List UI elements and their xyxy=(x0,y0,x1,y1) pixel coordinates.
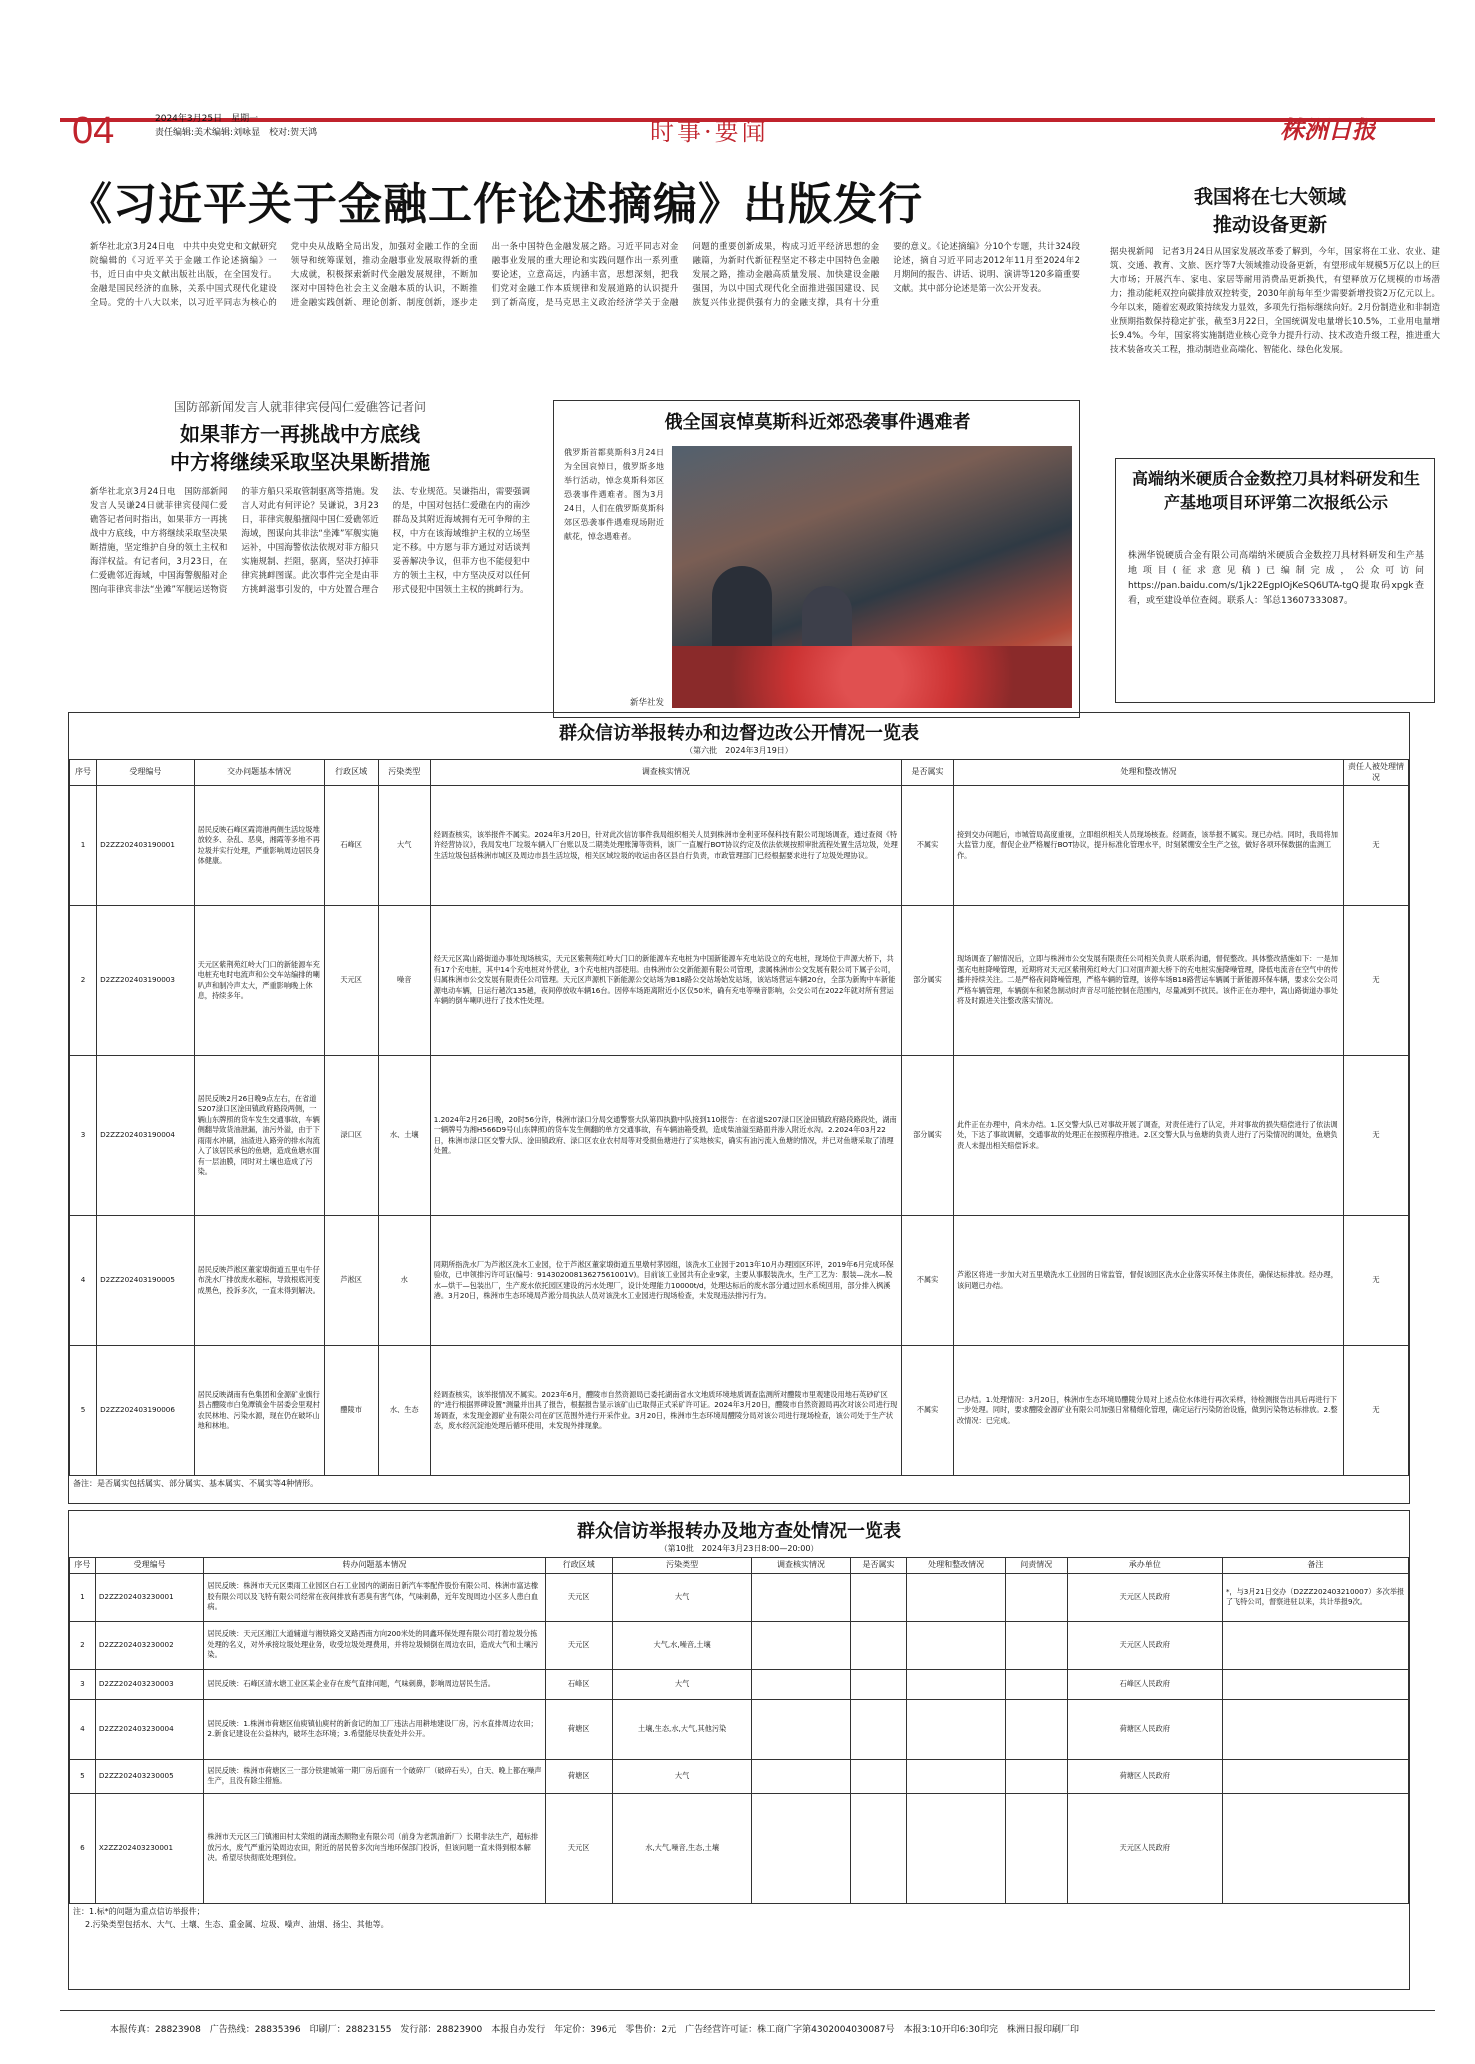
cell-accountability xyxy=(1005,1793,1067,1903)
cell-pollution: 大气 xyxy=(612,1669,752,1699)
cell-index: 4 xyxy=(70,1216,97,1346)
cell-remark xyxy=(1222,1793,1408,1903)
table2-header: 备注 xyxy=(1222,1558,1408,1574)
table2-header: 行政区域 xyxy=(545,1558,612,1574)
table2-header: 处理和整改情况 xyxy=(907,1558,1005,1574)
cell-handling xyxy=(907,1793,1005,1903)
cell-issue: 居民反映2月26日晚9点左右，在省道S207渌口区淦田镇政府路段两侧，一辆山东牌照的货车发生交通事故，车辆侧翻导致货油泄漏，油污外溢，由于下雨雨水冲刷，油渣进入路旁的排水沟流入了该居民承包的鱼塘，造成鱼塘水面有一层油膜，同时对土壤也造成了污染。 xyxy=(194,1056,324,1216)
cell-issue: 株洲市天元区三门镇湘田村太荣组的湖南杰顺物业有限公司（前身为老凯油新厂）长期非法生产，超标排放污水，废气严重污染周边农田，附近的居民曾多次向当地环保部门投诉，但该问题一直未得到根本解决。希望尽快彻底处理到位。 xyxy=(204,1793,545,1903)
cell-district: 天元区 xyxy=(324,906,378,1056)
table1-subtitle: （第六批 2024年3月19日） xyxy=(685,746,793,755)
notice-body: 株洲华锐硬质合金有限公司高端纳米硬质合金数控刀具材料研发和生产基地项目(征求意见稿)已编制完成，公众可访问https://pan.baidu.com/s/1jk22EgpIOjKeSQ6UTA-tgQ提取码xpgk查看，或至建设单位查阅。联系人：邹总13607333087。 xyxy=(1128,551,1424,606)
issue-date: 2024年3月25日 星期一 xyxy=(155,114,259,124)
cell-verified xyxy=(850,1621,907,1669)
table2-frame xyxy=(68,1510,1410,1990)
cell-verified: 不属实 xyxy=(901,1216,953,1346)
flower-pile xyxy=(672,646,1072,708)
cell-id: D2ZZ202403190005 xyxy=(97,1216,195,1346)
cell-index: 4 xyxy=(70,1699,96,1759)
table2-note: 注：1.标*的问题为重点信访举报件； xyxy=(73,1906,205,1916)
cell-remark xyxy=(1222,1669,1408,1699)
cell-pollution: 大气 xyxy=(378,786,430,906)
cell-issue: 居民反映：株洲市天元区栗雨工业园区白石工业园内的湖南日新汽车零配件股份有限公司、株洲市富达橡胶有限公司以及飞特有限公司经常在夜间排放有恶臭有害气体，气味刺鼻，近年发现周边小区多人患白血病。 xyxy=(204,1573,545,1621)
photo-credit: 新华社发 xyxy=(629,698,664,708)
cell-accountability: 无 xyxy=(1343,1216,1408,1346)
table-row xyxy=(70,1056,1409,1216)
photo-caption: 俄罗斯首都莫斯科3月24日为全国哀悼日，俄罗斯多地举行活动，悼念莫斯科郊区恐袭事件遇难者。图为3月24日，人们在俄罗斯莫斯科郊区恐袭事件遇难现场附近献花，悼念遇难者。 xyxy=(564,448,664,541)
photo-story-box xyxy=(553,400,1080,718)
table2-note: 2.污染类型包括水、大气、土壤、生态、重金属、垃圾、噪声、油烟、扬尘、其他等。 xyxy=(85,1919,389,1929)
cell-handling xyxy=(907,1669,1005,1699)
cell-district: 荷塘区 xyxy=(545,1699,612,1759)
cell-issue: 居民反映：1.株洲市荷塘区仙庾镇仙庾村的新食记的加工厂违法占用耕地建设厂房，污水直排周边农田；2.新食记建设在公益林内，破坏生态环境；3.希望能尽快查处并公开。 xyxy=(204,1699,545,1759)
table2-subtitle: （第10批 2024年3月23日8:00—20:00） xyxy=(659,1544,819,1553)
cell-verified: 部分属实 xyxy=(901,906,953,1056)
cell-pollution: 噪音 xyxy=(378,906,430,1056)
cell-index: 5 xyxy=(70,1759,96,1793)
cell-accountability: 无 xyxy=(1343,906,1408,1056)
table1 xyxy=(69,759,1409,1476)
side-body: 据央视新闻 记者3月24日从国家发展改革委了解到，今年，国家将在工业、农业、建筑、交通、教育、文旅、医疗等7大领域推动设备更新，有望形成年规模5万亿以上的巨大市场；开展汽车、家电、家居等耐用消费品更新换代，有望释放万亿规模的市场潜力；推动能耗双控向碳排放双控转变，2030年前每年至少需要新增投资2万亿元以上。今年以来，随着宏观政策持续发力显效，多项先行指标继续向好。2月份制造业和非制造业预期指数保持稳定扩张，截至3月22日，全国统调发电量增长10.5%，工业用电量增长9.4%。今年，国家将实施制造业核心竞争力提升行动、技术改造升级工程，推进重大技术装备攻关工程，推动制造业高端化、智能化、绿色化发展。 xyxy=(1110,247,1440,355)
public-notice-box xyxy=(1115,458,1435,703)
cell-remark xyxy=(1222,1759,1408,1793)
table1-title: 群众信访举报转办和边督边改公开情况一览表 xyxy=(559,723,919,744)
cell-verified: 不属实 xyxy=(901,786,953,906)
cell-accountability: 无 xyxy=(1343,1056,1408,1216)
table-row xyxy=(70,1669,1409,1699)
cell-pollution: 水,大气,噪音,生态,土壤 xyxy=(612,1793,752,1903)
notice-title: 高端纳米硬质合金数控刀具材料研发和生产基地项目环评第二次报纸公示 xyxy=(1131,469,1420,512)
cell-issue: 居民反映芦淞区董家塅街道五里屯牛仔布洗水厂排放废水超标，导致根底河变成黑色，投诉多次，一直未得到解决。 xyxy=(194,1216,324,1346)
cell-accountability: 无 xyxy=(1343,1346,1408,1476)
cell-handling: 已办结。1.处理情况：3月20日，株洲市生态环境局醴陵分局对上述点位水体进行再次采样，待检测报告出具后再进行下一步处理。同时，要求醴陵金源矿业有限公司加强日常精细化管理，确定运行污染防治设施，做到污染物达标排放。2.整改情况：已完成。 xyxy=(953,1346,1343,1476)
cell-investigation: 1.2024年2月26日晚，20时56分许，株洲市渌口分局交通警察大队第四执勤中队接到110报告：在省道S207渌口区淦田镇政府路段路段处，湖南一辆牌号为湘H566D9号(山东牌照)的货车发生侧翻的单方交通事故，有车辆油箱受损，造成柴油溢至路面并渗入附近水沟。2.2024年03月22日，株洲市渌口区交警大队、淦田镇政府、渌口区农业农村局等对受损鱼塘进行了实地核实，确实有油污流入鱼塘的情况，并已对鱼塘采取了清理处置。 xyxy=(430,1056,901,1216)
cell-accountability xyxy=(1005,1621,1067,1669)
photo-headline: 俄全国哀悼莫斯科近郊恐袭事件遇难者 xyxy=(664,412,971,433)
cell-district: 芦淞区 xyxy=(324,1216,378,1346)
table2-header: 污染类型 xyxy=(612,1558,752,1574)
cell-index: 1 xyxy=(70,786,97,906)
cell-investigation xyxy=(752,1793,850,1903)
cell-remark xyxy=(1222,1621,1408,1669)
cell-unit: 石峰区人民政府 xyxy=(1067,1669,1222,1699)
cell-district: 石峰区 xyxy=(324,786,378,906)
table-row xyxy=(70,1699,1409,1759)
cell-index: 3 xyxy=(70,1669,96,1699)
cell-id: D2ZZ202403230003 xyxy=(95,1669,204,1699)
table1-frame xyxy=(68,712,1410,1504)
cell-id: D2ZZ202403190003 xyxy=(97,906,195,1056)
cell-index: 2 xyxy=(70,906,97,1056)
cell-district: 石峰区 xyxy=(545,1669,612,1699)
cell-handling: 此件正在办理中，尚未办结。1.区交警大队已对事故开展了调查，对责任进行了认定，并对事故的损失赔偿进行了依法调处，下达了事故调解，交通事故的处理正在按照程序推进。2.区交警大队与鱼塘的负责人进行了污染情况的调处，鱼塘负责人未提出相关赔偿诉求。 xyxy=(953,1056,1343,1216)
cell-id: D2ZZ202403230004 xyxy=(95,1699,204,1759)
cell-unit: 荷塘区人民政府 xyxy=(1067,1699,1222,1759)
cell-handling: 现场调查了解情况后，立即与株洲市公交发展有限责任公司相关负责人联系沟通，督促整改。具体整改措施如下：一是加强充电桩降噪管理，近期将对天元区紫荆苑红岭大门口对面声源大桥下的充电桩实施降噪管理，降低电流音在空气中的传播并持续关注。二是严格夜间降噪管理，严格车辆的管理，该停车场B18路营运车辆属于新能源环保车辆，要求公交公司严格车辆管理，车辆倒车和紧急制动时声音尽可能控制在范围内，尽量减到不扰民。该件正在办理中，嵩山路街道办事处将及时跟进关注整改落实情况。 xyxy=(953,906,1343,1056)
editors-line: 责任编辑:美术编辑:刘咏显 校对:贺天鸿 xyxy=(155,128,318,138)
table2-header: 承办单位 xyxy=(1067,1558,1222,1574)
cell-pollution: 水 xyxy=(378,1216,430,1346)
cell-handling: 芦淞区将进一步加大对五里墩洗水工业园的日常监管，督促该园区洗水企业落实环保主体责任，确保达标排放。经办理，该问题已办结。 xyxy=(953,1216,1343,1346)
cell-investigation xyxy=(752,1621,850,1669)
table-row xyxy=(70,1759,1409,1793)
table-row xyxy=(70,1346,1409,1476)
cell-district: 渌口区 xyxy=(324,1056,378,1216)
table1-header-row xyxy=(70,760,1409,786)
cell-verified: 不属实 xyxy=(901,1346,953,1476)
cell-verified xyxy=(850,1759,907,1793)
cell-handling xyxy=(907,1621,1005,1669)
cell-accountability xyxy=(1005,1699,1067,1759)
table-row xyxy=(70,1573,1409,1621)
cell-unit: 天元区人民政府 xyxy=(1067,1573,1222,1621)
cell-district: 天元区 xyxy=(545,1573,612,1621)
cell-verified: 部分属实 xyxy=(901,1056,953,1216)
page-number: 04 xyxy=(72,110,115,152)
table2-header: 受理编号 xyxy=(95,1558,204,1574)
cell-pollution: 水、土壤 xyxy=(378,1056,430,1216)
table-row xyxy=(70,906,1409,1056)
cell-district: 醴陵市 xyxy=(324,1346,378,1476)
table2-header: 是否属实 xyxy=(850,1558,907,1574)
table1-header: 序号 xyxy=(70,760,97,786)
cell-verified xyxy=(850,1573,907,1621)
cell-handling xyxy=(907,1759,1005,1793)
table1-header: 受理编号 xyxy=(97,760,195,786)
footer-rule xyxy=(60,2010,1435,2011)
cell-accountability xyxy=(1005,1759,1067,1793)
cell-investigation: 经调查核实，该举报件不属实。2024年3月20日，针对此次信访事件我局组织相关人员到株洲市金利亚环保科技有限公司现场调查，通过查阅《特许经营协议》，我局发电厂垃圾车辆入厂台账以及二期类处理账簿等资料，该厂一直履行BOT协议约定及依法依规按照审批流程处置生活垃圾，处理生活垃圾包括株洲市城区及周边市县生活垃圾，相关区域垃圾的收运由各区县自行负责，市政管理部门已经根据要求进行了垃圾处理协议。 xyxy=(430,786,901,906)
cell-pollution: 大气 xyxy=(612,1573,752,1621)
cell-index: 1 xyxy=(70,1573,96,1621)
table1-header: 是否属实 xyxy=(901,760,953,786)
cell-unit: 荷塘区人民政府 xyxy=(1067,1759,1222,1793)
news-photo xyxy=(672,446,1072,708)
newspaper-logo: 株洲日报 xyxy=(1280,115,1376,144)
cell-investigation xyxy=(752,1759,850,1793)
cell-district: 天元区 xyxy=(545,1793,612,1903)
cell-verified xyxy=(850,1793,907,1903)
cell-district: 天元区 xyxy=(545,1621,612,1669)
table2-header: 转办问题基本情况 xyxy=(204,1558,545,1574)
cell-pollution: 水、生态 xyxy=(378,1346,430,1476)
cell-investigation: 经天元区嵩山路街道办事处现场核实，天元区紫荆苑红岭大门口的新能源车充电桩为中国新能源车充电站设立的充电桩，现场位于声源大桥下，共有17个充电桩，其中14个充电桩对外营业，3个充电桩内部使用。由株洲市公交新能源有限公司管理，隶属株洲市公交发展有限公司下属子公司，归属株洲市公交发展有限责任公司管理。天元区声源机下新能源公交站场为B18路公交站场始发站场，该站场营运车辆20台，全部为新购中车新能源电动车辆，日运行趟次135趟，夜间停放收车辆16台。因停车场距离附近小区仅50米，确有充电等噪音影响，公交公司在2022年就对所有营运车辆的倒车喇叭进行了技术性处理。 xyxy=(430,906,901,1056)
table1-header: 调查核实情况 xyxy=(430,760,901,786)
mil-kicker: 国防部新闻发言人就菲律宾侵闯仁爱礁答记者问 xyxy=(173,400,426,414)
table2-header-row xyxy=(70,1558,1409,1574)
cell-id: D2ZZ202403230002 xyxy=(95,1621,204,1669)
cell-unit: 天元区人民政府 xyxy=(1067,1621,1222,1669)
table1-header: 行政区域 xyxy=(324,760,378,786)
footer-imprint: 本报传真：28823908 广告热线：28835396 印刷厂：28823155 发行部：28823900 本报自办发行 年定价：396元 零售价：2元 广告经营许可证：株工商广字第4302004030087号 本报3:10开印6:30印完 株洲日报印刷厂印 xyxy=(110,2025,1080,2035)
cell-verified xyxy=(850,1699,907,1759)
cell-pollution: 大气,水,噪音,土壤 xyxy=(612,1621,752,1669)
table2 xyxy=(69,1557,1409,1904)
issue-meta xyxy=(155,112,317,140)
mil-body: 新华社北京3月24日电 国防部新闻发言人吴谦24日就菲律宾侵闯仁爱礁答记者问时指出，如果菲方一再挑战中方底线，中方将继续采取坚决果断措施，坚定维护自身的领土主权和海洋权益。有记者问，3月23日，在仁爱礁邻近海域，中国海警舰船对企图向菲律宾非法“坐滩”军舰运送物资的菲方船只采取管制驱离等措施。发言人对此有何评论？吴谦说，3月23日，菲律宾舰船擅闯中国仁爱礁邻近海域，图谋向其非法“坐滩”军舰实施运补，中国海警依法依规对菲方船只实施规制、拦阻，驱离，坚决打掉菲律宾挑衅图谋。此次事件完全是由菲方挑衅滋事引发的，中方处置合理合法、专业规范。吴谦指出，需要强调的是，中国对包括仁爱礁在内的南沙群岛及其附近海域拥有无可争辩的主权，中方在该海域维护主权的立场坚定不移。中方愿与菲方通过对话谈判妥善解决争议，但菲方也不能侵犯中方的领土主权，中方坚决反对以任何形式侵犯中国领土主权的挑衅行为。 xyxy=(90,487,530,595)
table1-header: 交办问题基本情况 xyxy=(194,760,324,786)
cell-issue: 居民反映：株洲市荷塘区三一部分铁建城第一期厂房后面有一个破碎厂（破碎石头），白天、晚上都在噪声生产，且没有除尘措施。 xyxy=(204,1759,545,1793)
cell-index: 6 xyxy=(70,1793,96,1903)
table1-header: 责任人被处理情况 xyxy=(1343,760,1408,786)
mil-headline: 如果菲方一再挑战中方底线 中方将继续采取坚决果断措施 xyxy=(170,422,430,474)
cell-handling: 接到交办问题后，市城管局高度重视，立即组织相关人员现场核查。经调查，该举报不属实。现已办结。同时，我局将加大监管力度，督促企业严格履行BOT协议，提升标准化管理水平，时刻紧绷安全生产之弦，做好各项环保数据的监测工作。 xyxy=(953,786,1343,906)
cell-handling xyxy=(907,1699,1005,1759)
cell-id: D2ZZ202403230001 xyxy=(95,1573,204,1621)
table-row xyxy=(70,1216,1409,1346)
cell-index: 2 xyxy=(70,1621,96,1669)
table-row xyxy=(70,1621,1409,1669)
cell-pollution: 大气 xyxy=(612,1759,752,1793)
cell-issue: 居民反映：石峰区清水塘工业区某企业存在废气直排问题，气味刺鼻，影响周边居民生活。 xyxy=(204,1669,545,1699)
cell-issue: 居民反映：天元区湘江大道辅道与湘铁路交叉路西南方向200米处的同鑫环保处理有限公司打着垃圾分拣处理的名义，对外承接垃圾处理业务，收受垃圾处理费用，并将垃圾倾倒在周边农田，造成大气和土壤污染。 xyxy=(204,1621,545,1669)
cell-issue: 居民反映石峰区霞湾港两侧生活垃圾堆放较多、杂乱、恶臭，湘霞等多地不再垃圾并实行处理，严重影响周边居民身体健康。 xyxy=(194,786,324,906)
table2-header: 调查核实情况 xyxy=(752,1558,850,1574)
cell-investigation xyxy=(752,1699,850,1759)
cell-index: 5 xyxy=(70,1346,97,1476)
cell-id: D2ZZ202403190004 xyxy=(97,1056,195,1216)
cell-district: 荷塘区 xyxy=(545,1759,612,1793)
cell-investigation xyxy=(752,1573,850,1621)
table2-header: 问责情况 xyxy=(1005,1558,1067,1574)
cell-verified xyxy=(850,1669,907,1699)
cell-id: D2ZZ202403190006 xyxy=(97,1346,195,1476)
cell-investigation xyxy=(752,1669,850,1699)
cell-issue: 天元区紫荆苑红岭大门口的新能源车充电桩充电时电流声和公交车站编排的喇叭声和制冷声太大，严重影响晚上休息，持续多年。 xyxy=(194,906,324,1056)
cell-issue: 居民反映湖南有色集团和金源矿业旗行县占醴陵市白兔潭镇金牛居委会里观村农民林地、污染水源，现在仍在破坏山地和林地。 xyxy=(194,1346,324,1476)
section-title: 时事·要闻 xyxy=(650,118,769,146)
table2-header: 序号 xyxy=(70,1558,96,1574)
cell-investigation: 同期所指洗水厂为芦淞区洗水工业园，位于芦淞区董家塅街道五里墩村茅园组，该洗水工业园于2013年10月办理园区环评，2019年6月完成环保验收，已申领排污许可证(编号：91430200813627561001V)。目前该工业园共有企业9家，主要从事服装洗水，生产工艺为：服装—洗水—脱水—烘干—包装出厂，生产废水依托园区建设的污水处理厂，设计处理能力10000t/d，处理达标后的废水部分通过回水系统回用，部分排入枫溪港。3月20日，株洲市生态环境局芦淞分局执法人员对该洗水工业园进行现场检查，未发现违法排污行为。 xyxy=(430,1216,901,1346)
table-row xyxy=(70,786,1409,906)
cell-id: D2ZZ202403190001 xyxy=(97,786,195,906)
cell-unit: 天元区人民政府 xyxy=(1067,1793,1222,1903)
table1-note: 备注：是否属实包括属实、部分属实、基本属实、不属实等4种情形。 xyxy=(73,1479,319,1488)
cell-remark: *，与3月21日交办（D2ZZ202403210007）多次举报了飞特公司，督察进驻以来，共计举报9次。 xyxy=(1222,1573,1408,1621)
table-row xyxy=(70,1793,1409,1903)
cell-remark xyxy=(1222,1699,1408,1759)
cell-handling xyxy=(907,1573,1005,1621)
cell-id: D2ZZ202403230005 xyxy=(95,1759,204,1793)
cell-accountability: 无 xyxy=(1343,786,1408,906)
cell-investigation: 经调查核实，该举报情况不属实。2023年6月，醴陵市自然资源局已委托湖南省水文地质环境地质调查监测所对醴陵市里观建设用地石英砂矿区的“进行根据界碑设置”测量并出具了报告，根据报告显示该矿山已取得正式采矿许可证。2024年3月20日，醴陵市自然资源局再次对该公司进行现场调查，未发现金源矿业有限公司在矿区范围外进行开采作业。3月20日，株洲市生态环境局醴陵分局对该公司进行现场检查，该公司处于生产状态，废水经沉淀池处理后循环使用，未发现外排现象。 xyxy=(430,1346,901,1476)
lead-headline: 《习近平关于金融工作论述摘编》出版发行 xyxy=(68,179,923,230)
table1-header: 处理和整改情况 xyxy=(953,760,1343,786)
cell-id: X2ZZ202403230001 xyxy=(95,1793,204,1903)
cell-index: 3 xyxy=(70,1056,97,1216)
side-headline: 我国将在七大领域 推动设备更新 xyxy=(1193,186,1346,236)
lead-body: 新华社北京3月24日电 中共中央党史和文献研究院编辑的《习近平关于金融工作论述摘编》一书，近日由中央文献出版社出版，在全国发行。金融是国民经济的血脉，关系中国式现代化建设全局。党的十八大以来，以习近平同志为核心的党中央从战略全局出发，加强对金融工作的全面领导和统筹谋划，推动金融事业发展取得新的重大成就，积极探索新时代金融发展规律，不断加深对中国特色社会主义金融本质的认识，不断推进金融实践创新、理论创新、制度创新，逐步走出一条中国特色金融发展之路。习近平同志对金融事业发展的重大理论和实践问题作出一系列重要论述，立意高远，内涵丰富，思想深刻，把我们党对金融工作本质规律和发展道路的认识提升到了新高度，是马克思主义政治经济学关于金融问题的重要创新成果，构成习近平经济思想的金融篇，为新时代新征程坚定不移走中国特色金融发展之路，推动金融高质量发展、加快建设金融强国，为以中国式现代化全面推进强国建设、民族复兴伟业提供强有力的金融支撑，具有十分重要的意义。《论述摘编》分10个专题，共计324段论述，摘自习近平同志2012年11月至2024年2月期间的报告、讲话、说明、演讲等120多篇重要文献。其中部分论述是第一次公开发表。 xyxy=(90,242,1080,308)
cell-pollution: 土壤,生态,水,大气,其他污染 xyxy=(612,1699,752,1759)
cell-accountability xyxy=(1005,1573,1067,1621)
cell-accountability xyxy=(1005,1669,1067,1699)
table1-header: 污染类型 xyxy=(378,760,430,786)
table2-title: 群众信访举报转办及地方查处情况一览表 xyxy=(577,1521,901,1542)
